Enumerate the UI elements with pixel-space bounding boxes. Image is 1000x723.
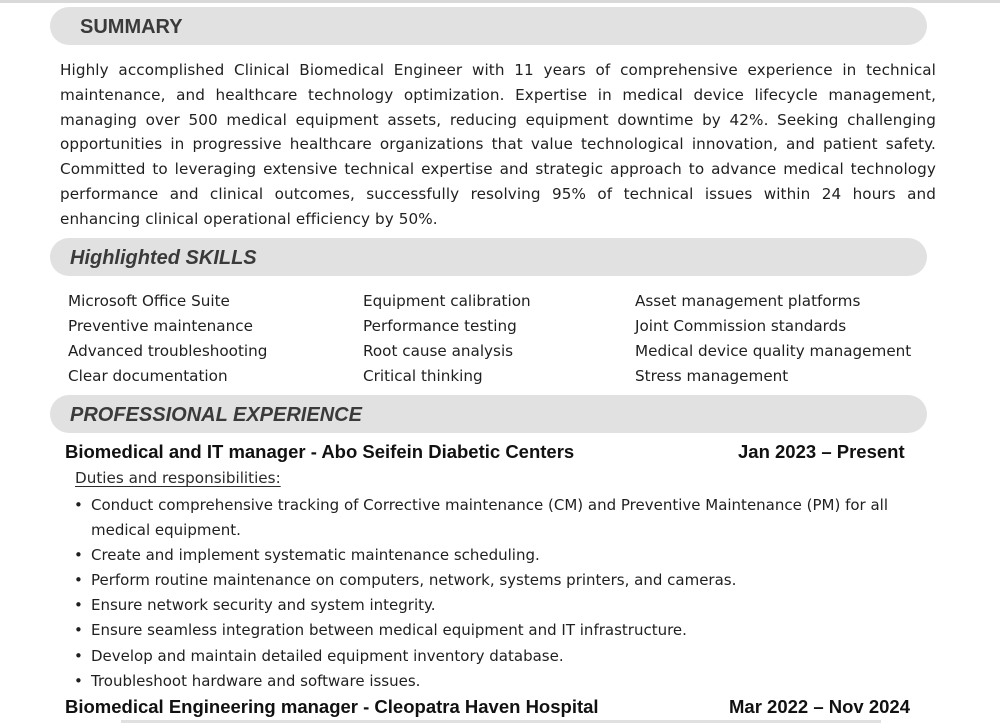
job-title: Biomedical and IT manager - Abo Seifein Diabetic Centers: [65, 441, 575, 462]
job-title: Biomedical Engineering manager - Cleopatra Haven Hospital: [65, 696, 599, 717]
duty-item: • Perform routine maintenance on computers, network, systems printers, and cameras.: [72, 568, 902, 593]
duties-label: Duties and responsibilities:: [75, 469, 281, 487]
duty-item: • Troubleshoot hardware and software issues.: [72, 669, 902, 694]
skills-header-bar: [50, 238, 927, 276]
skill-item: Equipment calibration: [363, 292, 531, 310]
skills-column-3: [635, 289, 911, 389]
experience-heading: PROFESSIONAL EXPERIENCE: [70, 404, 362, 426]
skill-item: Stress management: [635, 367, 789, 385]
skill-item: Microsoft Office Suite: [68, 292, 230, 310]
skill-item: Joint Commission standards: [635, 317, 847, 335]
skill-item: Clear documentation: [68, 367, 228, 385]
skills-heading: Highlighted SKILLS: [70, 247, 257, 269]
skill-item: Advanced troubleshooting: [68, 342, 268, 360]
summary-paragraph: Highly accomplished Clinical Biomedical Engineer with 11 years of comprehensive experience in technical maintenance, and healthcare technology optimization. Expertise in medical device lifecycle management, managing over 500 medical equipment assets, reducing equipment downtime by 42%. Seeking challenging opportunities in progressive healthcare organizations that value technological innovation, and patient safety. Committed to leveraging extensive technical expertise and strategic approach to advance medical technology performance and clinical outcomes, successfully resolving 95% of technical issues within 24 hours and enhancing clinical operational efficiency by 50%.: [60, 61, 936, 228]
duty-item: • Ensure seamless integration between medical equipment and IT infrastructure.: [72, 618, 902, 643]
skills-column-1: [68, 289, 267, 389]
duty-item: • Develop and maintain detailed equipment inventory database.: [72, 644, 902, 669]
duty-item: • Ensure network security and system integrity.: [72, 593, 902, 618]
duty-item: • Conduct comprehensive tracking of Corrective maintenance (CM) and Preventive Maintenance (PM) for all medical equipment.: [72, 493, 902, 543]
summary-heading: SUMMARY: [80, 16, 183, 38]
skill-item: Critical thinking: [363, 367, 483, 385]
job-dates: Jan 2023 – Present: [738, 441, 905, 462]
skill-item: Preventive maintenance: [68, 317, 253, 335]
skill-item: Root cause analysis: [363, 342, 514, 360]
skill-item: Medical device quality management: [635, 342, 912, 360]
skills-column-2: [363, 289, 531, 389]
skill-item: Performance testing: [363, 317, 517, 335]
job-dates: Mar 2022 – Nov 2024: [729, 696, 911, 717]
duty-item: • Create and implement systematic maintenance scheduling.: [72, 543, 902, 568]
summary-header-bar: [50, 7, 927, 45]
duties-list: [72, 493, 902, 694]
experience-header-bar: [50, 395, 927, 433]
page-top-edge: [0, 0, 1000, 3]
skill-item: Asset management platforms: [635, 292, 861, 310]
